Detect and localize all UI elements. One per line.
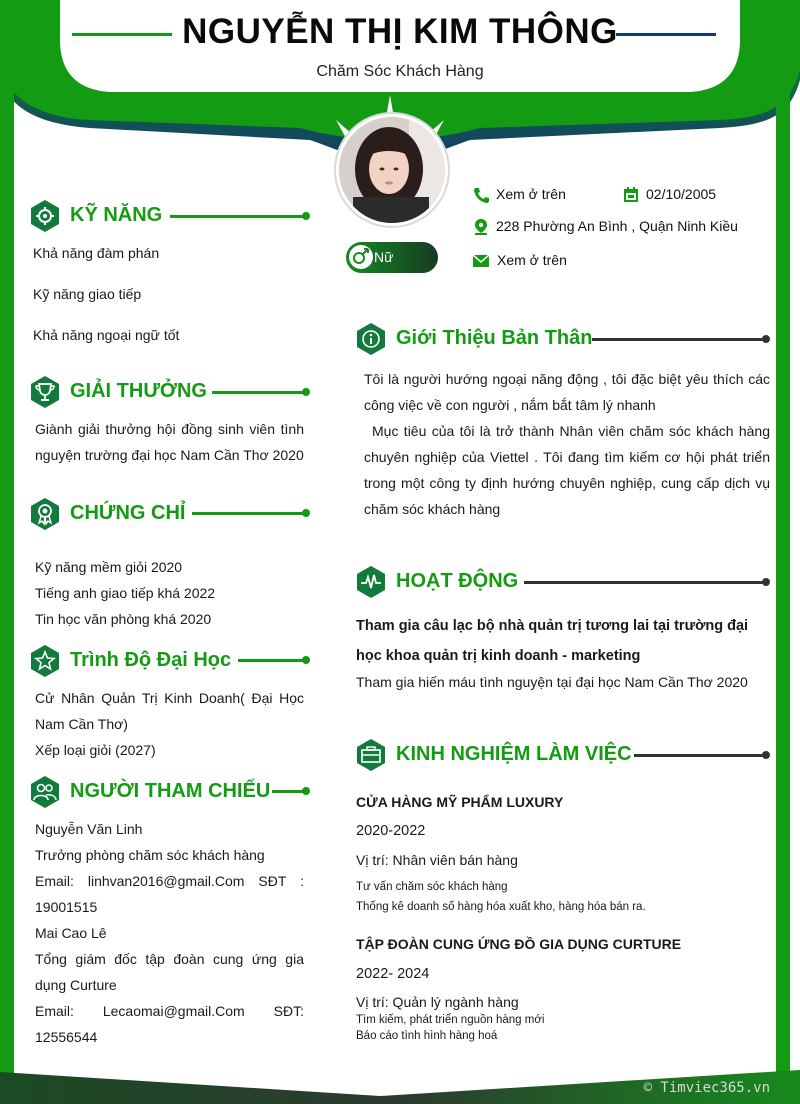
activity-other: Tham gia hiến máu tình nguyện tại đại học Nam Cần Thơ 2020	[356, 674, 748, 690]
job-duty: Thống kê doanh số hàng hóa xuất kho, hàng hóa bán ra.	[356, 901, 646, 913]
skills-rule	[170, 215, 306, 218]
reference-role: Tổng giám đốc tập đoàn cung ứng gia dụng Curture	[35, 951, 304, 993]
education-rule-dot	[302, 656, 310, 664]
reference-contact: Email: Lecaomai@gmail.Com SĐT: 12556544	[35, 1003, 304, 1045]
email-icon	[472, 252, 490, 270]
about-paragraph-1: Tôi là người hướng ngoại năng động , tôi đặc biệt yêu thích các công việc về con người , nắm bắt tâm lý nhanh	[364, 371, 770, 413]
people-icon	[29, 775, 61, 809]
job-duty: Tư vấn chăm sóc khách hàng	[356, 881, 508, 893]
skill-item: Khả năng ngoại ngữ tốt	[33, 327, 180, 343]
pulse-icon	[355, 565, 387, 599]
activities-rule-dot	[762, 578, 770, 586]
gear-icon	[29, 199, 61, 233]
candidate-name: NGUYỄN THỊ KIM THÔNG	[182, 12, 618, 51]
about-rule	[592, 338, 766, 341]
job-company: TẬP ĐOÀN CUNG ỨNG ĐỒ GIA DỤNG CURTURE	[356, 936, 682, 952]
about-paragraph-2: Mục tiêu của tôi là trở thành Nhân viên chăm sóc khách hàng chuyên nghiệp của Viettel . Tôi đang tìm kiếm cơ hội phát triển trong một công ty định hướng chuyên nghiệp, cung cấp dịch vụ chăm sóc khách hàng	[364, 423, 770, 517]
briefcase-icon	[355, 738, 387, 772]
reference-contact: Email: linhvan2016@gmail.Com SĐT : 19001515	[35, 873, 304, 915]
phone-icon	[472, 186, 490, 204]
award-text: Giành giải thưởng hội đồng sinh viên tình nguyện trường đại học Nam Cần Thơ 2020	[35, 421, 304, 463]
avatar	[336, 114, 448, 226]
certificate-item: Kỹ năng mềm giỏi 2020	[35, 559, 183, 575]
job-duty: Tìm kiếm, phát triển nguồn hàng mới	[356, 1014, 545, 1026]
awards-rule-dot	[302, 388, 310, 396]
skills-title: KỸ NĂNG	[70, 204, 163, 226]
address-value: 228 Phường An Bình , Quận Ninh Kiều	[496, 218, 738, 234]
activities-title: HOẠT ĐỘNG	[396, 570, 519, 592]
education-grade: Xếp loại giỏi (2027)	[35, 742, 156, 758]
job-title: Chăm Sóc Khách Hàng	[316, 63, 484, 80]
gender-value: Nữ	[374, 249, 394, 265]
education-degree: Cử Nhân Quản Trị Kinh Doanh( Đại Học Nam Cần Thơ)	[35, 690, 304, 732]
trophy-icon	[29, 375, 61, 409]
activities-rule	[524, 581, 766, 584]
right-border	[776, 60, 790, 1080]
awards-title: GIẢI THƯỞNG	[70, 380, 207, 402]
job-position: Vị trí: Nhân viên bán hàng	[356, 852, 518, 868]
star-icon	[29, 644, 61, 678]
gender-badge	[346, 242, 438, 273]
job-company: CỬA HÀNG MỸ PHẨM LUXURY	[356, 794, 564, 810]
job-period: 2020-2022	[356, 823, 426, 839]
certificate-item: Tin học văn phòng khá 2020	[35, 611, 212, 627]
skills-rule-dot	[302, 212, 310, 220]
reference-name: Nguyễn Văn Linh	[35, 821, 143, 837]
certificates-title: CHỨNG CHỈ	[70, 502, 186, 524]
education-title: Trình Độ Đại Học	[70, 649, 232, 671]
gender-icon	[349, 245, 373, 269]
certificates-rule	[192, 512, 306, 515]
email-value: Xem ở trên	[497, 252, 567, 268]
copyright: © Timviec365.vn	[643, 1080, 770, 1096]
calendar-icon	[622, 186, 640, 204]
activity-main: Tham gia câu lạc bộ nhà quản trị tương lai tại trường đại học khoa quản trị kinh doanh - marketing	[356, 618, 749, 664]
education-rule	[238, 659, 306, 662]
job-position: Vị trí: Quản lý ngành hàng	[356, 994, 519, 1010]
references-title: NGƯỜI THAM CHIẾU	[70, 780, 271, 802]
about-title: Giới Thiệu Bản Thân	[396, 327, 593, 349]
job-period: 2022- 2024	[356, 966, 430, 982]
experience-rule	[634, 754, 766, 757]
job-duty: Báo cáo tình hình hàng hoá	[356, 1030, 498, 1042]
experience-title: KINH NGHIỆM LÀM VIỆC	[396, 743, 632, 765]
certificate-item: Tiếng anh giao tiếp khá 2022	[35, 585, 216, 601]
skill-item: Kỹ năng giao tiếp	[33, 286, 142, 302]
left-border	[0, 60, 14, 1080]
avatar-photo	[339, 117, 445, 223]
medal-icon	[29, 497, 61, 531]
references-rule-dot	[302, 787, 310, 795]
certificates-rule-dot	[302, 509, 310, 517]
phone-value: Xem ở trên	[496, 186, 566, 202]
about-rule-dot	[762, 335, 770, 343]
skill-item: Khả năng đàm phán	[33, 245, 160, 261]
birthday-value: 02/10/2005	[646, 186, 717, 202]
info-icon	[355, 322, 387, 356]
experience-rule-dot	[762, 751, 770, 759]
awards-rule	[212, 391, 306, 394]
location-icon	[472, 218, 490, 236]
reference-name: Mai Cao Lê	[35, 925, 107, 941]
reference-role: Trưởng phòng chăm sóc khách hàng	[35, 847, 265, 863]
references-rule	[272, 790, 306, 793]
